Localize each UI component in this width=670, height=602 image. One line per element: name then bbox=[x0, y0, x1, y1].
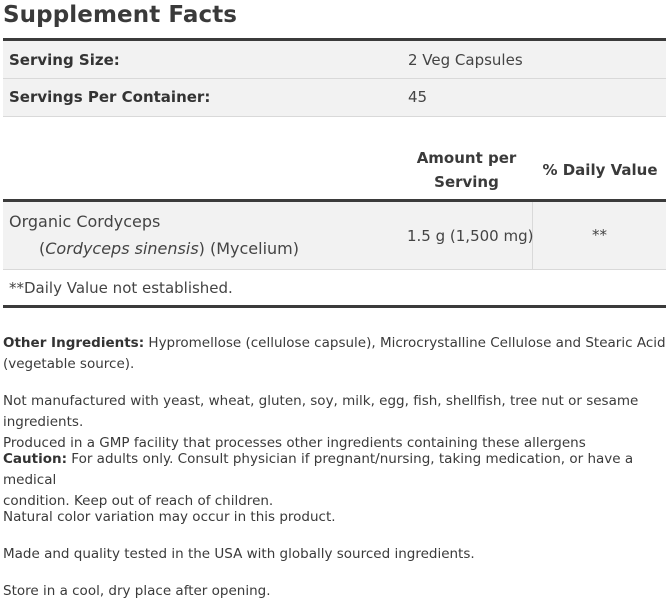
other-ingredients-line1 bbox=[3, 333, 667, 354]
allergen-line2: Produced in a GMP facility that processes other ingredients containing these allergens bbox=[3, 435, 586, 451]
ingredient-name: Organic Cordyceps bbox=[9, 212, 161, 231]
serving-size-value: 2 Veg Capsules bbox=[408, 51, 523, 69]
ingredient-amount: 1.5 g (1,500 mg) bbox=[407, 227, 534, 245]
amount-header-line1: Amount per bbox=[416, 149, 517, 167]
bottom-rule bbox=[3, 305, 666, 308]
caution-label: Caution: bbox=[3, 451, 67, 467]
allergen-line1: Not manufactured with yeast, wheat, gluten, soy, milk, egg, fish, shellfish, tree nut or sesame ingredients. bbox=[3, 393, 639, 430]
storage-note: Store in a cool, dry place after opening. bbox=[3, 583, 271, 599]
ingredient-open-paren: ( bbox=[39, 239, 46, 258]
made-in-usa-note: Made and quality tested in the USA with globally sourced ingredients. bbox=[3, 546, 475, 562]
caution-text: For adults only. Consult physician if pregnant/nursing, taking medication, or have a medical bbox=[3, 451, 634, 488]
allergen-statement bbox=[3, 391, 667, 454]
ingredient-daily-value: ** bbox=[592, 226, 607, 244]
servings-per-container-value: 45 bbox=[408, 88, 428, 106]
other-ingredients-text: Hypromellose (cellulose capsule), Microcrystalline Cellulose and Stearic Acid bbox=[144, 335, 666, 351]
amount-header-line2: Serving bbox=[434, 173, 499, 191]
ingredient-subtitle bbox=[39, 239, 299, 259]
other-ingredients-line2: (vegetable source). bbox=[3, 356, 135, 372]
other-ingredients-label: Other Ingredients: bbox=[3, 335, 145, 351]
ingredient-part: ) (Mycelium) bbox=[198, 239, 299, 258]
serving-size-label: Serving Size: bbox=[9, 51, 120, 69]
other-ingredients bbox=[3, 333, 667, 375]
servings-per-container-label: Servings Per Container: bbox=[9, 88, 211, 106]
amount-per-serving-header bbox=[400, 146, 533, 194]
serving-bottom-divider bbox=[3, 116, 666, 117]
color-variation-note: Natural color variation may occur in this product. bbox=[3, 509, 336, 525]
serving-divider bbox=[3, 78, 666, 79]
daily-value-header: % Daily Value bbox=[542, 161, 658, 179]
caution-statement bbox=[3, 449, 667, 512]
page-title: Supplement Facts bbox=[3, 2, 238, 28]
caution-line1 bbox=[3, 449, 667, 491]
ingredient-bottom-divider bbox=[3, 269, 666, 270]
caution-line2: condition. Keep out of reach of children. bbox=[3, 493, 274, 509]
ingredient-latin-name: Cordyceps sinensis bbox=[45, 239, 199, 258]
footnote: **Daily Value not established. bbox=[9, 279, 233, 297]
